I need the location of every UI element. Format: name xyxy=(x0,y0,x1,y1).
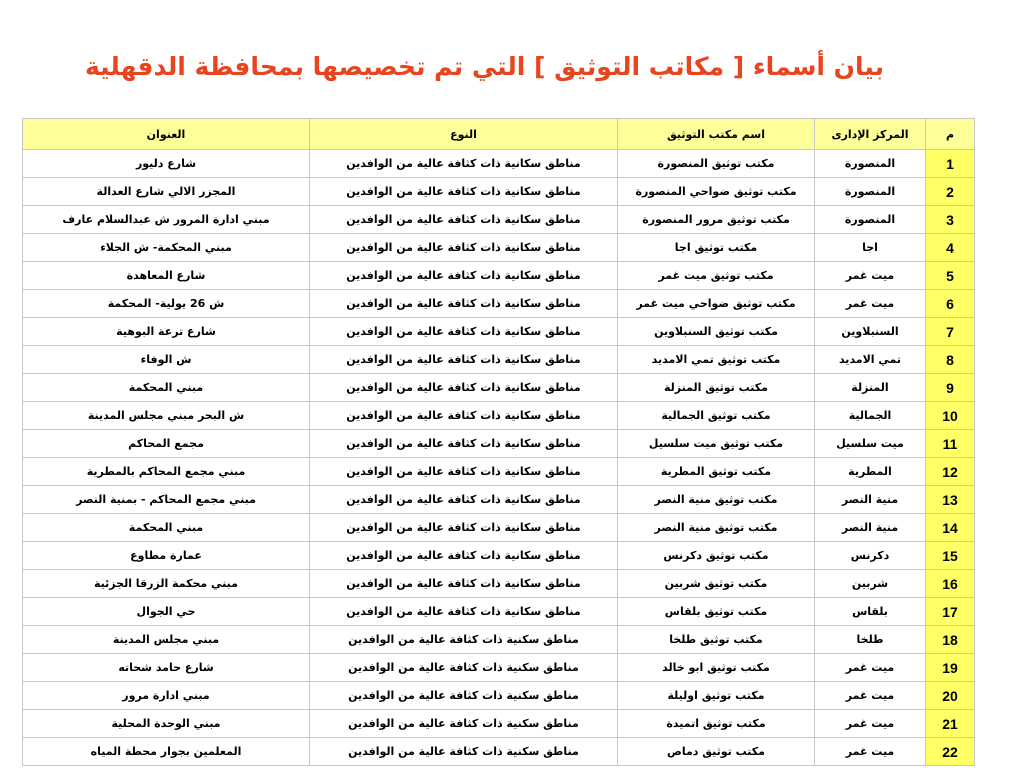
cell-type: مناطق سكنية ذات كثافة عالية من الوافدين xyxy=(310,654,618,682)
cell-center: اجا xyxy=(815,234,926,262)
cell-address: مجمع المحاكم xyxy=(23,430,310,458)
cell-address: المعلمين بجوار محطة المياه xyxy=(23,738,310,766)
cell-number: 5 xyxy=(926,262,975,290)
cell-type: مناطق سكانية ذات كثافة عالية من الوافدين xyxy=(310,542,618,570)
cell-number: 10 xyxy=(926,402,975,430)
cell-office: مكتب توثيق شربين xyxy=(618,570,815,598)
cell-number: 22 xyxy=(926,738,975,766)
cell-type: مناطق سكانية ذات كثافة عالية من الوافدين xyxy=(310,374,618,402)
cell-type: مناطق سكانية ذات كثافة عالية من الوافدين xyxy=(310,234,618,262)
table-row xyxy=(23,570,975,598)
cell-number: 2 xyxy=(926,178,975,206)
page-title: بيان أسماء [ مكاتب التوثيق ] التي تم تخصيصها بمحافظة الدقهلية xyxy=(85,52,884,81)
table-row xyxy=(23,514,975,542)
cell-address: مبني مجمع المحاكم بالمطرية xyxy=(23,458,310,486)
cell-center: ميت غمر xyxy=(815,710,926,738)
cell-address: المجزر الالي شارع العدالة xyxy=(23,178,310,206)
cell-number: 12 xyxy=(926,458,975,486)
cell-type: مناطق سكانية ذات كثافة عالية من الوافدين xyxy=(310,570,618,598)
cell-office: مكتب توثيق ميت سلسيل xyxy=(618,430,815,458)
table-row xyxy=(23,542,975,570)
cell-office: مكتب توثيق اتميدة xyxy=(618,710,815,738)
cell-center: المنصورة xyxy=(815,206,926,234)
cell-number: 13 xyxy=(926,486,975,514)
cell-number: 4 xyxy=(926,234,975,262)
cell-office: مكتب توثيق المطرية xyxy=(618,458,815,486)
table-row xyxy=(23,346,975,374)
cell-number: 9 xyxy=(926,374,975,402)
header-office: اسم مكتب التوثيق xyxy=(618,119,815,150)
cell-center: تمي الامديد xyxy=(815,346,926,374)
cell-number: 19 xyxy=(926,654,975,682)
cell-type: مناطق سكنية ذات كثافة عالية من الوافدين xyxy=(310,710,618,738)
cell-address: شارع ترعة البوهية xyxy=(23,318,310,346)
table-row xyxy=(23,710,975,738)
cell-type: مناطق سكانية ذات كثافة عالية من الوافدين xyxy=(310,262,618,290)
cell-office: مكتب توثيق دماص xyxy=(618,738,815,766)
cell-office: مكتب توثيق ابو خالد xyxy=(618,654,815,682)
table-row xyxy=(23,178,975,206)
cell-office: مكتب توثيق منية النصر xyxy=(618,514,815,542)
cell-address: ش الوفاء xyxy=(23,346,310,374)
offices-table xyxy=(22,118,975,766)
cell-center: المنصورة xyxy=(815,178,926,206)
header-number: م xyxy=(926,119,975,150)
table-row xyxy=(23,430,975,458)
cell-office: مكتب توثيق منية النصر xyxy=(618,486,815,514)
cell-type: مناطق سكانية ذات كثافة عالية من الوافدين xyxy=(310,430,618,458)
cell-center: ميت غمر xyxy=(815,290,926,318)
cell-office: مكتب توثيق تمي الامديد xyxy=(618,346,815,374)
table-row xyxy=(23,486,975,514)
cell-office: مكتب توثيق ضواحي المنصورة xyxy=(618,178,815,206)
cell-address: شارع المعاهدة xyxy=(23,262,310,290)
cell-center: المطرية xyxy=(815,458,926,486)
cell-office: مكتب توثيق المنزلة xyxy=(618,374,815,402)
table-row xyxy=(23,654,975,682)
cell-center: ميت سلسيل xyxy=(815,430,926,458)
cell-center: المنصورة xyxy=(815,150,926,178)
cell-number: 14 xyxy=(926,514,975,542)
header-address: العنوان xyxy=(23,119,310,150)
cell-center: المنزلة xyxy=(815,374,926,402)
cell-center: الجمالية xyxy=(815,402,926,430)
cell-number: 11 xyxy=(926,430,975,458)
cell-center: ميت غمر xyxy=(815,682,926,710)
cell-number: 8 xyxy=(926,346,975,374)
cell-center: ميت غمر xyxy=(815,262,926,290)
cell-address: مبني ادارة مرور xyxy=(23,682,310,710)
cell-office: مكتب توثيق طلخا xyxy=(618,626,815,654)
header-center: المركز الإدارى xyxy=(815,119,926,150)
table-row xyxy=(23,626,975,654)
cell-center: طلخا xyxy=(815,626,926,654)
cell-office: مكتب توثيق بلقاس xyxy=(618,598,815,626)
cell-number: 3 xyxy=(926,206,975,234)
table-row xyxy=(23,682,975,710)
table-row xyxy=(23,598,975,626)
table-row xyxy=(23,738,975,766)
cell-address: مبني محكمة الزرقا الجزئية xyxy=(23,570,310,598)
cell-type: مناطق سكانية ذات كثافة عالية من الوافدين xyxy=(310,318,618,346)
cell-address: مبني المحكمة- ش الجلاء xyxy=(23,234,310,262)
cell-type: مناطق سكانية ذات كثافة عالية من الوافدين xyxy=(310,206,618,234)
table-row xyxy=(23,262,975,290)
table-body xyxy=(23,150,975,766)
table-row xyxy=(23,290,975,318)
cell-number: 20 xyxy=(926,682,975,710)
cell-address: شارع حامد شحاته xyxy=(23,654,310,682)
table-row xyxy=(23,206,975,234)
cell-office: مكتب توثيق السنبلاوين xyxy=(618,318,815,346)
cell-number: 6 xyxy=(926,290,975,318)
cell-type: مناطق سكانية ذات كثافة عالية من الوافدين xyxy=(310,402,618,430)
cell-number: 17 xyxy=(926,598,975,626)
cell-address: مبني المحكمة xyxy=(23,514,310,542)
cell-number: 7 xyxy=(926,318,975,346)
cell-type: مناطق سكانية ذات كثافة عالية من الوافدين xyxy=(310,290,618,318)
cell-office: مكتب توثيق الجمالية xyxy=(618,402,815,430)
cell-center: ميت غمر xyxy=(815,654,926,682)
table-row xyxy=(23,318,975,346)
cell-address: ش البحر مبني مجلس المدينة xyxy=(23,402,310,430)
table-row xyxy=(23,374,975,402)
cell-number: 1 xyxy=(926,150,975,178)
table-row xyxy=(23,150,975,178)
cell-office: مكتب توثيق اجا xyxy=(618,234,815,262)
cell-type: مناطق سكانية ذات كثافة عالية من الوافدين xyxy=(310,458,618,486)
cell-number: 15 xyxy=(926,542,975,570)
cell-type: مناطق سكنية ذات كثافة عالية من الوافدين xyxy=(310,626,618,654)
cell-center: بلقاس xyxy=(815,598,926,626)
cell-office: مكتب توثيق ضواحي ميت غمر xyxy=(618,290,815,318)
cell-address: مبني المحكمة xyxy=(23,374,310,402)
table-row xyxy=(23,402,975,430)
cell-center: السنبلاوين xyxy=(815,318,926,346)
table-row xyxy=(23,458,975,486)
cell-type: مناطق سكانية ذات كثافة عالية من الوافدين xyxy=(310,514,618,542)
cell-type: مناطق سكانية ذات كثافة عالية من الوافدين xyxy=(310,150,618,178)
cell-type: مناطق سكنية ذات كثافة عالية من الوافدين xyxy=(310,682,618,710)
cell-number: 18 xyxy=(926,626,975,654)
cell-type: مناطق سكانية ذات كثافة عالية من الوافدين xyxy=(310,598,618,626)
cell-center: دكرنس xyxy=(815,542,926,570)
cell-type: مناطق سكنية ذات كثافة عالية من الوافدين xyxy=(310,738,618,766)
cell-address: حي الجوال xyxy=(23,598,310,626)
cell-address: شارع دليور xyxy=(23,150,310,178)
table-row xyxy=(23,234,975,262)
cell-number: 16 xyxy=(926,570,975,598)
table-header xyxy=(23,119,975,150)
cell-address: مبني مجلس المدينة xyxy=(23,626,310,654)
cell-address: مبني ادارة المرور ش عبدالسلام عارف xyxy=(23,206,310,234)
cell-number: 21 xyxy=(926,710,975,738)
cell-office: مكتب توثيق اوليلة xyxy=(618,682,815,710)
header-type: النوع xyxy=(310,119,618,150)
cell-address: مبني مجمع المحاكم - بمنية النصر xyxy=(23,486,310,514)
cell-address: مبني الوحدة المحلية xyxy=(23,710,310,738)
cell-office: مكتب توثيق ميت غمر xyxy=(618,262,815,290)
cell-office: مكتب توثيق المنصورة xyxy=(618,150,815,178)
header-row xyxy=(23,119,975,150)
cell-center: منية النصر xyxy=(815,514,926,542)
cell-office: مكتب توثيق دكرنس xyxy=(618,542,815,570)
cell-address: ش 26 يولية- المحكمة xyxy=(23,290,310,318)
cell-center: منية النصر xyxy=(815,486,926,514)
cell-center: شربين xyxy=(815,570,926,598)
cell-type: مناطق سكانية ذات كثافة عالية من الوافدين xyxy=(310,486,618,514)
cell-type: مناطق سكانية ذات كثافة عالية من الوافدين xyxy=(310,178,618,206)
cell-office: مكتب توثيق مرور المنصورة xyxy=(618,206,815,234)
cell-type: مناطق سكانية ذات كثافة عالية من الوافدين xyxy=(310,346,618,374)
cell-center: ميت غمر xyxy=(815,738,926,766)
cell-address: عمارة مطاوع xyxy=(23,542,310,570)
